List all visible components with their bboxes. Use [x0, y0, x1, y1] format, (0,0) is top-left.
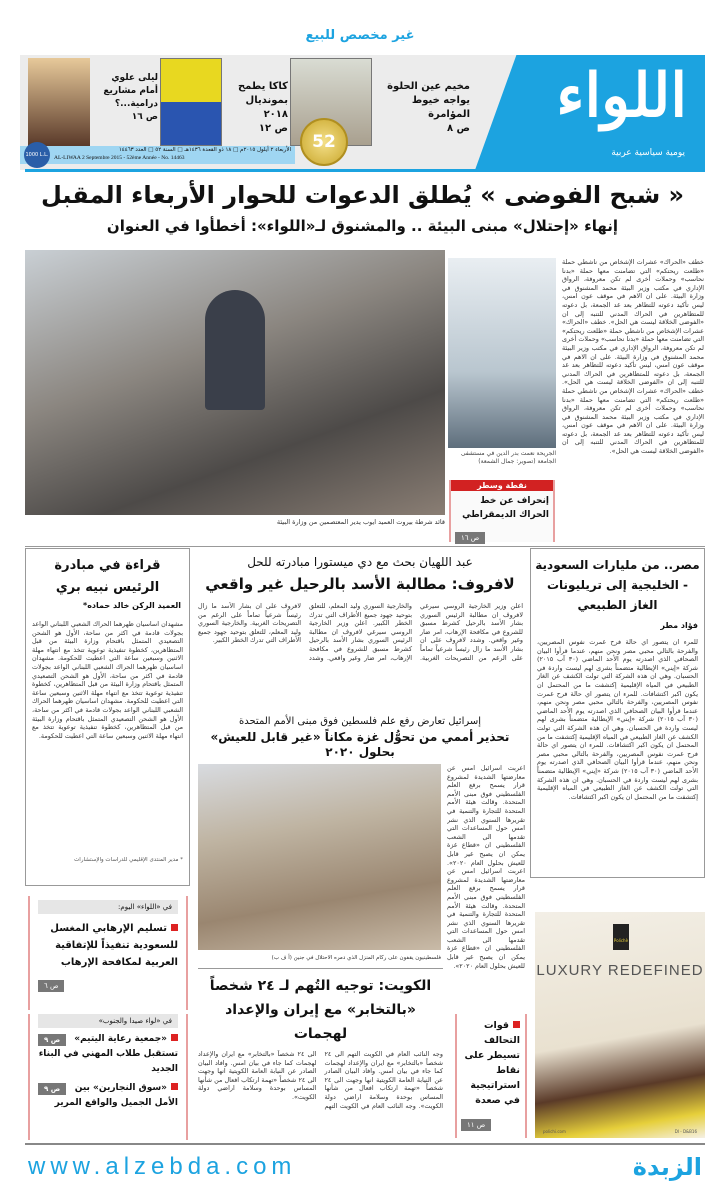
footer-rule [25, 1143, 705, 1145]
gaza-rubble-photo [198, 764, 441, 950]
ad-url: polichi.com [543, 1129, 566, 1134]
berri-author: العميد الركن خالد حماده* [83, 601, 181, 610]
lavrov-kicker: عبد اللهيان بحث مع دي ميستورا مبادرته للحل [247, 555, 473, 569]
kaka-photo [160, 58, 222, 146]
lead-photo-protesters [25, 250, 445, 515]
kuwait-headline[interactable]: الكويت: توجيه التُهم لـ ٢٤ شخصاً «بالتخابر» مع إيران والإعداد لهجمات [209, 978, 432, 1042]
today-label: في «اللواء» اليوم: [38, 900, 178, 914]
berri-footnote: * مدير المنتدى الإقليمي للدراسات والإستشارات [74, 857, 183, 863]
laila-elwi-photo [28, 58, 90, 146]
anniversary-emblem: 52 [300, 118, 348, 166]
liwaa-logo: اللواء [556, 61, 687, 131]
berri-body: مشهدان اساسيان ظهرهما الحراك الشعبي اللبناني الواعد بجولات قادمة في اكثر من ساحة، الأول هو الشحن التصعيدي المتمثل باقتحام وزارة البيئة من قبل المتظاهرين، كخطوة تنفيذية توعوية تتخذ مع انتهاء مهلة الاثنين وسبعين ساعة التي اعطيت للحكومة. مشهدان اساسيان ظهرهما الحراك الشعبي اللبناني الواعد بجولات قادمة في اكثر من ساحة، الأول هو الشحن التصعيدي المتمثل باقتحام وزارة البيئة من قبل المتظاهرين، كخطوة تنفيذية توعوية تتخذ مع انتهاء مهلة الاثنين وسبعين ساعة التي اعطيت للحكومة. مشهدان اساسيان ظهرهما الحراك الشعبي اللبناني الواعد بجولات قادمة في اكثر من ساحة، الأول هو الشحن التصعيدي المتمثل باقتحام وزارة البيئة من قبل المتظاهرين، كخطوة تنفيذية توعوية تتخذ مع انتهاء مهلة الاثنين وسبعين ساعة التي اعطيت للحكومة. [32, 620, 183, 740]
page-ref: ص ١١ [461, 1119, 491, 1131]
side-photo-caption: الجريحة نعمت بدر الدين في مستشفى الجامعة (تصوير: جمال الشمعة) [460, 450, 556, 465]
teaser-ain-helweh[interactable]: مخيم عين الحلوة يواجه خيوط المؤامرة ص ٨ [387, 81, 470, 134]
teaser-kaka[interactable]: كاكا يطمح بمونديال ٢٠١٨ ص ١٢ [237, 81, 288, 134]
kuwait-body: وجه النائب العام في الكويت التهم الى ٢٤ شخصاً «بالتخابر» مع ايران والإعداد لهجمات كما جاء في بيان امس. وافاد البيان الصادر عن النيابة العامة الكويتية انها وجهت الى ٢٤ شخصاً «تهمة ارتكاب افعال من شأنها المساس بوحدة وسلامة اراضي دولة الكويت». وجه النائب العام في الكويت التهم الى ٢٤ شخصاً «بالتخابر» مع ايران والإعداد لهجمات كما جاء في بيان امس. وافاد البيان الصادر عن النيابة العامة الكويتية انها وجهت الى ٢٤ شخصاً «تهمة ارتكاب افعال من شأنها المساس بوحدة وسلامة اراضي دولة الكويت». [198, 1050, 443, 1110]
lead-photo-caption: قائد شرطة بيروت العميد ايوب يدير المعتصمين من وزارة البيئة [276, 518, 445, 526]
injured-woman-photo [448, 258, 556, 448]
masthead-rule [25, 169, 705, 172]
yemen-box[interactable] [455, 1014, 527, 1138]
berri-article [25, 548, 190, 886]
tagline: يومية سياسية عربية [611, 148, 685, 158]
dateline-french: AL-LIWAA 2 Septembre 2015 - 52ème Année - No. 14463 [54, 155, 185, 161]
saida-item-carpenters: ص ٩ «سوق النجارين» بين الأمل الجميل والواقع المرير [30, 1077, 186, 1111]
egypt-body: للمرء ان يتصور اي حالة فرح غمرت نفوس المصريين، والفرحة بالتالي محبي مصر ونحن منهم، عندما قرأوا البيان الصحافي الذي اصدرته يوم الأحد الماضي (٣٠ آب ٢٠١٥) شركة «إيني» الإيطالية متضمناً بشرى لهم ليست واردة في الحسبان. وهي ان هذه الشركة التي تولت الكشف عن الغاز الطبيعي في المياه الإقليمية إكتشفت ما من المحتمل ان يكون اكبر اكتشافات. للمرء ان يتصور اي حالة فرح غمرت نفوس المصريين، والفرحة بالتالي محبي مصر ونحن منهم، عندما قرأوا البيان الصحافي الذي اصدرته يوم الأحد الماضي (٣٠ آب ٢٠١٥) شركة «إيني» الإيطالية متضمناً بشرى لهم ليست واردة في الحسبان. وهي ان هذه الشركة التي تولت الكشف عن الغاز الطبيعي في المياه الإقليمية إكتشفت ما من المحتمل ان يكون اكبر اكتشافات. للمرء ان يتصور اي حالة فرح غمرت نفوس المصريين، والفرحة بالتالي محبي مصر ونحن منهم، عندما قرأوا البيان الصحافي الذي اصدرته يوم الأحد الماضي (٣٠ آب ٢٠١٥) شركة «إيني» الإيطالية متضمناً بشرى لهم ليست واردة في الحسبان. وهي ان هذه الشركة التي تولت الكشف عن الغاز الطبيعي في المياه الإقليمية إكتشفت ما من المحتمل ان يكون اكبر اكتشافات. [537, 638, 698, 801]
lead-headline[interactable]: « شبح الفوضى » يُطلق الدعوات للحوار الأربعاء المقبل [40, 181, 685, 209]
dateline-bar [20, 146, 295, 164]
lead-subheadline[interactable]: إنهاء «إحتلال» مبنى البيئة .. والمشنوق لـ«اللواء»: أخطأوا في العنوان [106, 217, 619, 235]
bullet-square-icon [171, 924, 178, 931]
section-divider [25, 546, 705, 547]
today-item: تسليم الإرهابي المغسل للسعودية تنفيذاً للإتفاقية العربية لمكافحة الإرهاب [50, 923, 178, 968]
not-for-sale-notice: غير مخصص للبيع [305, 28, 415, 43]
page-ref: ص ٩ [38, 1034, 66, 1046]
gaza-body: اعربت اسرائيل امس عن معارضتها الشديدة لمشروع قرار يسمح برفع العلم الفلسطيني فوق مبنى الأمم المتحدة. وقالت هيئة الأمم المتحدة للتجارة والتنمية في تقريرها السنوي الذي نشر امس حول المساعدات التي تقدمها الى الشعب الفلسطيني ان «قطاع غزة يمكن ان يصبح غير قابل للعيش بحلول العام ٢٠٢٠». اعربت اسرائيل امس عن معارضتها الشديدة لمشروع قرار يسمح برفع العلم الفلسطيني فوق مبنى الأمم المتحدة. وقالت هيئة الأمم المتحدة للتجارة والتنمية في تقريرها السنوي الذي نشر امس حول المساعدات التي تقدمها الى الشعب الفلسطيني ان «قطاع غزة يمكن ان يصبح غير قابل للعيش بحلول العام ٢٠٢٠». [447, 764, 525, 970]
gaza-photo-caption: فلسطينيون يقفون على ركام المنزل الذي دمره الاحتلال في جنين (أ ف ب) [271, 955, 441, 961]
page-ref: ص ٦ [38, 980, 64, 992]
yemen-headline: قوات التحالف تسيطر على نقاط استراتيجية في صعدة [464, 1020, 520, 1106]
egypt-article [530, 548, 705, 878]
lead-article-body: خطف «الحراك» عشرات الإشخاص من ناشطي حملة «طلعت ريحتكم» التي تضامنت معها حملة «بدنا نحاسب» وحملات أخرى لم تكن معروفة، الرواق الإداري في مكتب وزير البيئة محمد المشنوق في وزارة البيئة. على ان الاهم في موقف عون امس، ليس تأكيد دعوته للتظاهر بعد غد الجمعة، بل دعوته للمتظاهرين في الحراك المدني للتنبه إلى ان «الفوضى الخلاقة ليست هي الحل». خطف «الحراك» عشرات الإشخاص من ناشطي حملة «طلعت ريحتكم» التي تضامنت معها حملة «بدنا نحاسب» وحملات أخرى لم تكن معروفة، الرواق الإداري في مكتب وزير البيئة محمد المشنوق في وزارة البيئة. على ان الاهم في موقف عون امس، ليس تأكيد دعوته للتظاهر بعد غد الجمعة، بل دعوته للمتظاهرين في الحراك المدني للتنبه إلى ان «الفوضى الخلاقة ليست هي الحل». خطف «الحراك» عشرات الإشخاص من ناشطي حملة «طلعت ريحتكم» التي تضامنت معها حملة «بدنا نحاسب» وحملات أخرى لم تكن معروفة، الرواق الإداري في مكتب وزير البيئة محمد المشنوق في وزارة البيئة. على ان الاهم في موقف عون امس، ليس تأكيد دعوته للتظاهر بعد غد الجمعة، بل دعوته للمتظاهرين في الحراك المدني للتنبه إلى ان «الفوضى الخلاقة ليست هي الحل». [562, 258, 704, 456]
saida-label: في «لواء صيدا والجنوب» [38, 1014, 178, 1028]
page-ref: ص ١٦ [455, 532, 485, 544]
page-ref: ص ٩ [38, 1083, 66, 1095]
lavrov-headline[interactable]: لافروف: مطالبة الأسد بالرحيل غير واقعي [205, 575, 515, 593]
ad-code: DI - D&B16 [674, 1129, 697, 1134]
lavrov-body: اعلن وزير الخارجية الروسي سيرغي لافروف ان مطالبة الرئيس السوري بشار الأسد بالرحيل كشرط مسبق للشروع في مكافحة الإرهاب، امر ضار وغير واقعي. وشدد لافروف على ان بشار الأسد ما زال رئيساً شرعياً تماماً على الرغم من التصريحات الغربية. والخارجية السوري وليد المعلم، للتعلق بتوحيد جهود جميع الأطراف التي تدرك الخطر الكبير. اعلن وزير الخارجية الروسي سيرغي لافروف ان مطالبة الرئيس السوري بشار الأسد بالرحيل كشرط مسبق للشروع في مكافحة الإرهاب، امر ضار وغير واقعي. وشدد لافروف على ان بشار الأسد ما زال رئيساً شرعياً تماماً على الرغم من التصريحات الغربية. والخارجية السوري وليد المعلم، للتعلق بتوحيد جهود جميع الأطراف التي تدرك الخطر الكبير. [198, 602, 523, 662]
bullet-square-icon [513, 1021, 520, 1028]
note-box[interactable] [449, 480, 555, 542]
note-box-title: إنحراف عن خط الحراك الديمقراطي [462, 496, 549, 520]
berri-headline[interactable]: قراءة في مبادرة الرئيس نبيه بري [54, 558, 161, 595]
footer-url-link[interactable]: www.alzebda.com [28, 1153, 297, 1180]
egypt-author: فؤاد مطر [660, 621, 698, 630]
polichi-advertisement[interactable] [535, 912, 705, 1138]
today-box[interactable] [28, 896, 188, 1010]
dateline-arabic: الأربعاء ٢ أيلول ٢٠١٥م □ ١٨ ذو القعدة ١٤٣٦هـ □ السنة ٥٢ □ العدد ١٤٤٦٣ [118, 147, 291, 153]
photo-figure [205, 290, 265, 410]
saida-item-orphans: ص ٩ «جمعية رعاية اليتيم» تستقبل طلاب المهني في البناء الجديد [38, 1034, 178, 1074]
ad-brand-logo: Polichè [613, 924, 629, 950]
egypt-headline[interactable]: مصر.. من مليارات السعودية - الخليجية إلى تريليونات الغاز الطبيعي [535, 558, 700, 612]
note-box-label: نقطة وسطر [451, 480, 553, 491]
bullet-square-icon [171, 1083, 178, 1090]
divider [198, 968, 443, 969]
gaza-kicker: إسرائيل تعارض رفع علم فلسطين فوق مبنى الأمم المتحدة [238, 716, 482, 727]
price-badge: 1000 L.L. [24, 142, 50, 168]
saida-box[interactable] [28, 1014, 188, 1140]
gaza-headline[interactable]: تحذير أممي من تحوُّل غزة مكاناً «غير قابل للعيش» بحلول ٢٠٢٠ [210, 730, 510, 759]
teaser-laila-elwi[interactable]: ليلى علوي أمام مشاريع درامية...؟ ص ١٦ [103, 73, 158, 122]
bullet-square-icon [171, 1034, 178, 1041]
alzebda-logo: الزبدة [632, 1153, 702, 1181]
ad-slogan: LUXURY REDEFINED [536, 962, 704, 979]
